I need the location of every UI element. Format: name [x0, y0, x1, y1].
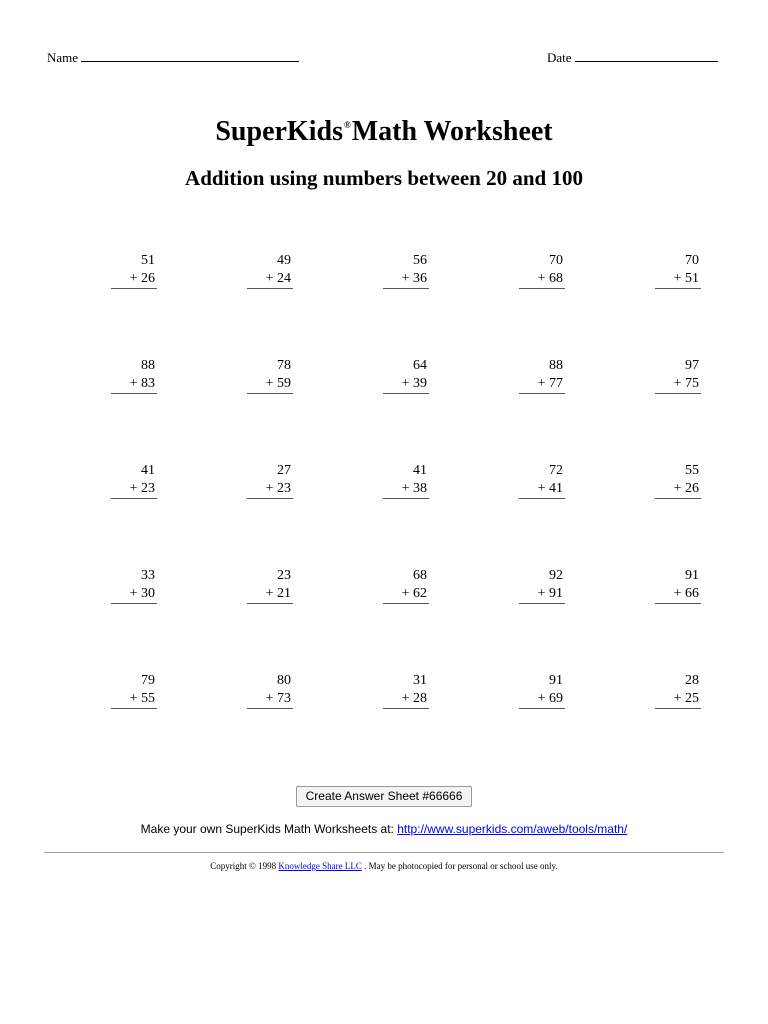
plus-sign: +	[129, 271, 138, 286]
answer-line	[247, 393, 293, 394]
addend-bottom	[519, 375, 565, 393]
plus-sign: +	[673, 376, 682, 391]
addend-bottom-value: 26	[685, 481, 699, 496]
plus-sign: +	[537, 586, 546, 601]
divider	[44, 852, 724, 853]
answer-line	[383, 393, 429, 394]
addend-bottom-value: 69	[549, 691, 563, 706]
addend-bottom-value: 39	[413, 376, 427, 391]
plus-sign: +	[265, 271, 274, 286]
addend-bottom	[247, 270, 293, 288]
addend-bottom-value: 26	[141, 271, 155, 286]
addend-top: 70	[685, 253, 699, 268]
plus-sign: +	[265, 586, 274, 601]
copyright-line	[0, 860, 768, 872]
addend-bottom	[111, 270, 157, 288]
problem-3-2	[247, 462, 293, 499]
addend-bottom	[247, 690, 293, 708]
problem-4-1	[111, 567, 157, 604]
addend-top: 56	[413, 253, 427, 268]
addend-top: 33	[141, 568, 155, 583]
name-blank-line	[81, 47, 299, 62]
addend-bottom-value: 41	[549, 481, 563, 496]
answer-line	[111, 603, 157, 604]
addend-bottom-value: 28	[413, 691, 427, 706]
addend-bottom	[519, 480, 565, 498]
addend-bottom	[383, 480, 429, 498]
addend-bottom	[519, 690, 565, 708]
problem-2-2	[247, 357, 293, 394]
addend-bottom	[111, 375, 157, 393]
problem-1-5	[655, 252, 701, 289]
problem-2-3	[383, 357, 429, 394]
addend-top: 72	[549, 463, 563, 478]
plus-sign: +	[537, 376, 546, 391]
name-label: Name	[47, 50, 79, 65]
addend-top: 41	[413, 463, 427, 478]
addend-bottom-value: 38	[413, 481, 427, 496]
addend-top: 64	[413, 358, 427, 373]
answer-line	[519, 288, 565, 289]
answer-line	[383, 708, 429, 709]
addend-bottom-value: 23	[277, 481, 291, 496]
worksheet-title	[0, 108, 768, 149]
problem-3-5	[655, 462, 701, 499]
plus-sign: +	[673, 481, 682, 496]
plus-sign: +	[401, 481, 410, 496]
addend-top: 97	[685, 358, 699, 373]
answer-line	[247, 288, 293, 289]
date-field	[547, 47, 718, 67]
problem-4-5	[655, 567, 701, 604]
addend-top: 78	[277, 358, 291, 373]
addend-top: 27	[277, 463, 291, 478]
plus-sign: +	[673, 271, 682, 286]
plus-sign: +	[129, 481, 138, 496]
addend-bottom	[383, 690, 429, 708]
plus-sign: +	[537, 481, 546, 496]
answer-line	[111, 393, 157, 394]
answer-line	[655, 393, 701, 394]
plus-sign: +	[401, 691, 410, 706]
addend-top: 49	[277, 253, 291, 268]
addend-bottom	[655, 480, 701, 498]
plus-sign: +	[265, 481, 274, 496]
addend-top: 31	[413, 673, 427, 688]
answer-line	[519, 603, 565, 604]
answer-line	[655, 498, 701, 499]
problem-5-3	[383, 672, 429, 709]
addend-top: 91	[549, 673, 563, 688]
problem-5-1	[111, 672, 157, 709]
problem-3-4	[519, 462, 565, 499]
addend-top: 88	[549, 358, 563, 373]
create-answer-sheet-button[interactable]: Create Answer Sheet #66666	[296, 786, 472, 807]
answer-line	[655, 288, 701, 289]
plus-sign: +	[129, 376, 138, 391]
plus-sign: +	[129, 691, 138, 706]
addend-top: 68	[413, 568, 427, 583]
addend-bottom-value: 25	[685, 691, 699, 706]
plus-sign: +	[673, 691, 682, 706]
addend-bottom	[247, 585, 293, 603]
problem-1-1	[111, 252, 157, 289]
addend-bottom	[383, 375, 429, 393]
addend-top: 91	[685, 568, 699, 583]
addend-bottom	[247, 375, 293, 393]
addend-bottom	[655, 690, 701, 708]
answer-line	[383, 288, 429, 289]
addend-bottom	[111, 690, 157, 708]
answer-line	[519, 498, 565, 499]
problem-4-4	[519, 567, 565, 604]
addend-bottom	[383, 270, 429, 288]
addend-top: 55	[685, 463, 699, 478]
copyright-prefix: Copyright © 1998	[210, 861, 279, 871]
plus-sign: +	[401, 271, 410, 286]
problem-1-3	[383, 252, 429, 289]
answer-line	[519, 393, 565, 394]
addend-bottom	[383, 585, 429, 603]
plus-sign: +	[673, 586, 682, 601]
plus-sign: +	[537, 271, 546, 286]
answer-line	[655, 708, 701, 709]
problem-3-3	[383, 462, 429, 499]
addend-bottom-value: 23	[141, 481, 155, 496]
addend-bottom-value: 66	[685, 586, 699, 601]
promo-line	[0, 821, 768, 837]
addend-bottom	[247, 480, 293, 498]
addend-top: 28	[685, 673, 699, 688]
addend-bottom	[655, 375, 701, 393]
answer-line	[111, 288, 157, 289]
problem-2-5	[655, 357, 701, 394]
copyright-suffix: . May be photocopied for personal or school use only.	[361, 861, 558, 871]
answer-line	[383, 603, 429, 604]
addend-top: 80	[277, 673, 291, 688]
problem-5-2	[247, 672, 293, 709]
addend-bottom	[519, 585, 565, 603]
addend-bottom-value: 59	[277, 376, 291, 391]
answer-line	[111, 708, 157, 709]
plus-sign: +	[265, 376, 274, 391]
date-blank-line	[575, 47, 718, 62]
addend-bottom-value: 51	[685, 271, 699, 286]
knowledge-share-link[interactable]: Knowledge Share LLC	[278, 861, 362, 871]
plus-sign: +	[537, 691, 546, 706]
addend-top: 92	[549, 568, 563, 583]
plus-sign: +	[129, 586, 138, 601]
problem-3-1	[111, 462, 157, 499]
addend-bottom	[519, 270, 565, 288]
answer-line	[247, 603, 293, 604]
plus-sign: +	[401, 376, 410, 391]
addend-bottom-value: 62	[413, 586, 427, 601]
plus-sign: +	[401, 586, 410, 601]
addend-bottom-value: 73	[277, 691, 291, 706]
problem-1-4	[519, 252, 565, 289]
addend-top: 23	[277, 568, 291, 583]
worksheet-subtitle: Addition using numbers between 20 and 100	[185, 166, 583, 190]
addend-top: 79	[141, 673, 155, 688]
addend-bottom-value: 77	[549, 376, 563, 391]
addend-top: 70	[549, 253, 563, 268]
addend-bottom-value: 30	[141, 586, 155, 601]
answer-line	[519, 708, 565, 709]
superkids-tools-link[interactable]: http://www.superkids.com/aweb/tools/math/	[397, 822, 628, 836]
addend-bottom-value: 55	[141, 691, 155, 706]
addend-top: 88	[141, 358, 155, 373]
answer-line	[247, 708, 293, 709]
title-brand: SuperKids	[215, 116, 343, 147]
promo-text: Make your own SuperKids Math Worksheets at:	[140, 822, 398, 836]
addend-bottom	[111, 480, 157, 498]
addend-bottom-value: 21	[277, 586, 291, 601]
addend-bottom	[655, 585, 701, 603]
date-label: Date	[547, 50, 572, 65]
answer-line	[247, 498, 293, 499]
addend-bottom-value: 36	[413, 271, 427, 286]
addend-top: 51	[141, 253, 155, 268]
addend-bottom-value: 83	[141, 376, 155, 391]
registered-mark: ®	[343, 120, 351, 130]
answer-line	[111, 498, 157, 499]
addend-bottom-value: 68	[549, 271, 563, 286]
problem-4-3	[383, 567, 429, 604]
addend-bottom-value: 24	[277, 271, 291, 286]
title-rest: Math Worksheet	[351, 116, 553, 147]
addend-bottom	[655, 270, 701, 288]
addend-top: 41	[141, 463, 155, 478]
plus-sign: +	[265, 691, 274, 706]
answer-line	[655, 603, 701, 604]
problem-2-4	[519, 357, 565, 394]
name-field	[47, 47, 299, 67]
answer-line	[383, 498, 429, 499]
problem-5-4	[519, 672, 565, 709]
addend-bottom-value: 91	[549, 586, 563, 601]
problem-2-1	[111, 357, 157, 394]
problem-5-5	[655, 672, 701, 709]
problem-4-2	[247, 567, 293, 604]
addend-bottom	[111, 585, 157, 603]
addend-bottom-value: 75	[685, 376, 699, 391]
problem-1-2	[247, 252, 293, 289]
